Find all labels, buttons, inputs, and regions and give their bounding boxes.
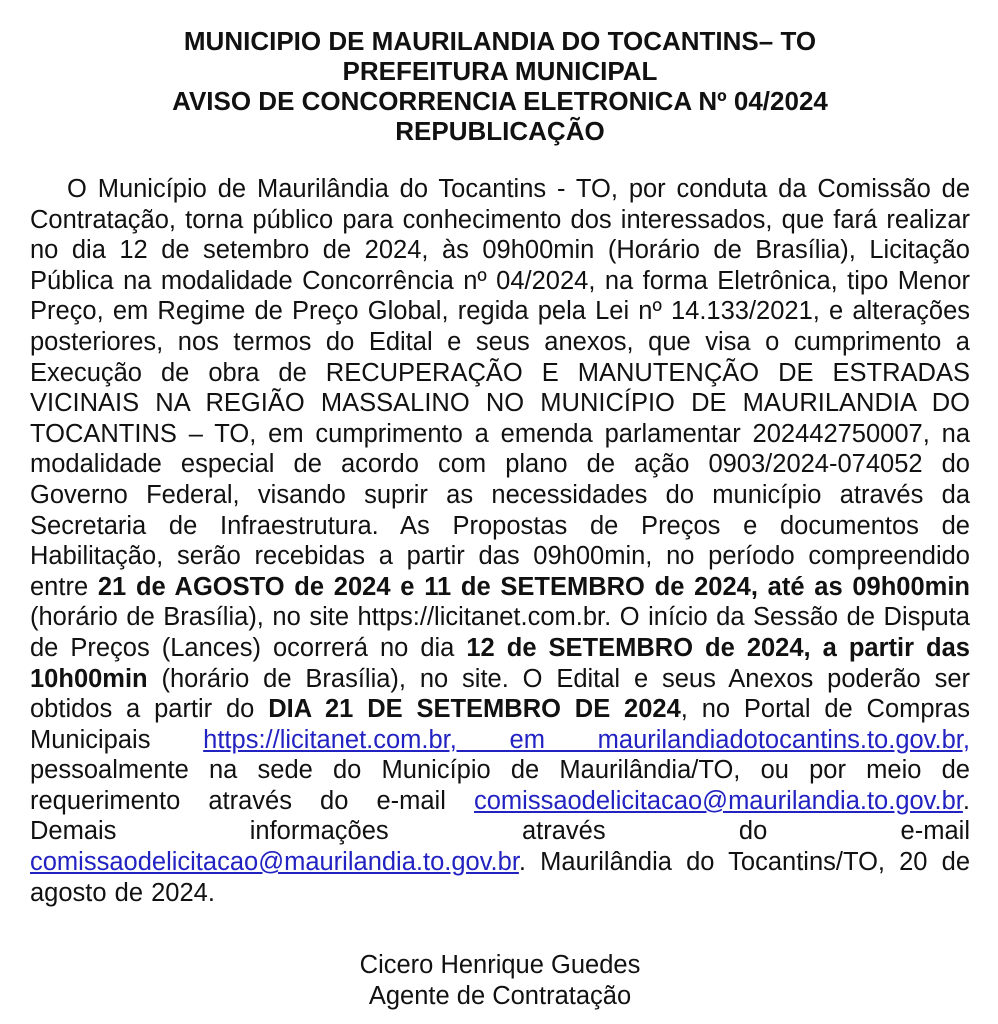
signer-name: Cicero Henrique Guedes: [359, 951, 641, 980]
commission-email-link-2[interactable]: comissaodelicitacao@maurilandia.to.gov.br: [30, 848, 519, 877]
notice-text-closing: . Maurilândia do Tocantins/TO, 20 de agosto de 2024.: [30, 848, 970, 907]
licitanet-portal-link[interactable]: https://licitanet.com.br, em maurilandiadotocantins.to.gov.br,: [203, 725, 970, 754]
header-line-prefeitura: PREFEITURA MUNICIPAL: [342, 56, 658, 86]
notice-text-after-session: (horário de Brasília), no site. O Edital e seus Anexos poderão ser obtidos a partir do: [30, 664, 970, 724]
notice-text-more-info: . Demais informações através do e-mail: [30, 786, 970, 846]
header-line-republication: REPUBLICAÇÃO: [395, 116, 605, 146]
notice-text-in-person: pessoalmente na sede do Município de Maurilândia/TO, ou por meio de requerimento através do e-mail: [30, 756, 970, 815]
notice-text-portal-intro: , no Portal de Compras Municipais: [30, 695, 970, 754]
signer-role: Agente de Contratação: [368, 982, 632, 1011]
commission-email-link-1[interactable]: comissaodelicitacao@maurilandia.to.gov.br: [473, 786, 963, 815]
document-header: [30, 26, 970, 146]
header-line-municipality: MUNICIPIO DE MAURILANDIA DO TOCANTINS– TO: [183, 26, 817, 56]
signature-block: [30, 950, 970, 1012]
dispute-session-date-bold: 12 de SETEMBRO de 2024, a partir das 10h00min: [30, 633, 970, 693]
notice-paragraph: [30, 174, 970, 908]
notice-text-intro: O Município de Maurilândia do Tocantins - TO, por conduta da Comissão de Contratação, torna público para conhecimento dos interessados, que fará realizar no dia 12 de setembro de 2024, às 09h00min (Horário de Brasília), Licitação Pública na modalidade Concorrência nº 04/2024, na forma Eletrônica, tipo Menor Preço, em Regime de Preço Global, regida pela Lei nº 14.133/2021, e alterações posteriores, nos termos do Edital e seus anexos, que visa o cumprimento a Execução de obra de RECUPERAÇÃO E MANUTENÇÃO DE ESTRADAS VICINAIS NA REGIÃO MASSALINO NO MUNICÍPIO DE MAURILANDIA DO TOCANTINS – TO, em cumprimento a emenda parlamentar 202442750007, na modalidade especial de acordo com plano de ação 0903/2024-074052 do Governo Federal, visando suprir as necessidades do município através da Secretaria de Infraestrutura. As Propostas de Preços e documentos de Habilitação, serão recebidas a partir das 09h00min, no período compreendido entre: [30, 175, 970, 601]
header-line-notice-number: AVISO DE CONCORRENCIA ELETRONICA Nº 04/2024: [172, 86, 828, 116]
proposal-period-bold: 21 de AGOSTO de 2024 e 11 de SETEMBRO de 2024, até as 09h00min: [97, 572, 971, 601]
edital-available-date-bold: DIA 21 DE SETEMBRO DE 2024: [268, 695, 681, 724]
notice-text-after-period: (horário de Brasília), no site https://licitanet.com.br. O início da Sessão de Disputa de Preços (Lances) ocorrerá no dia: [30, 603, 970, 662]
